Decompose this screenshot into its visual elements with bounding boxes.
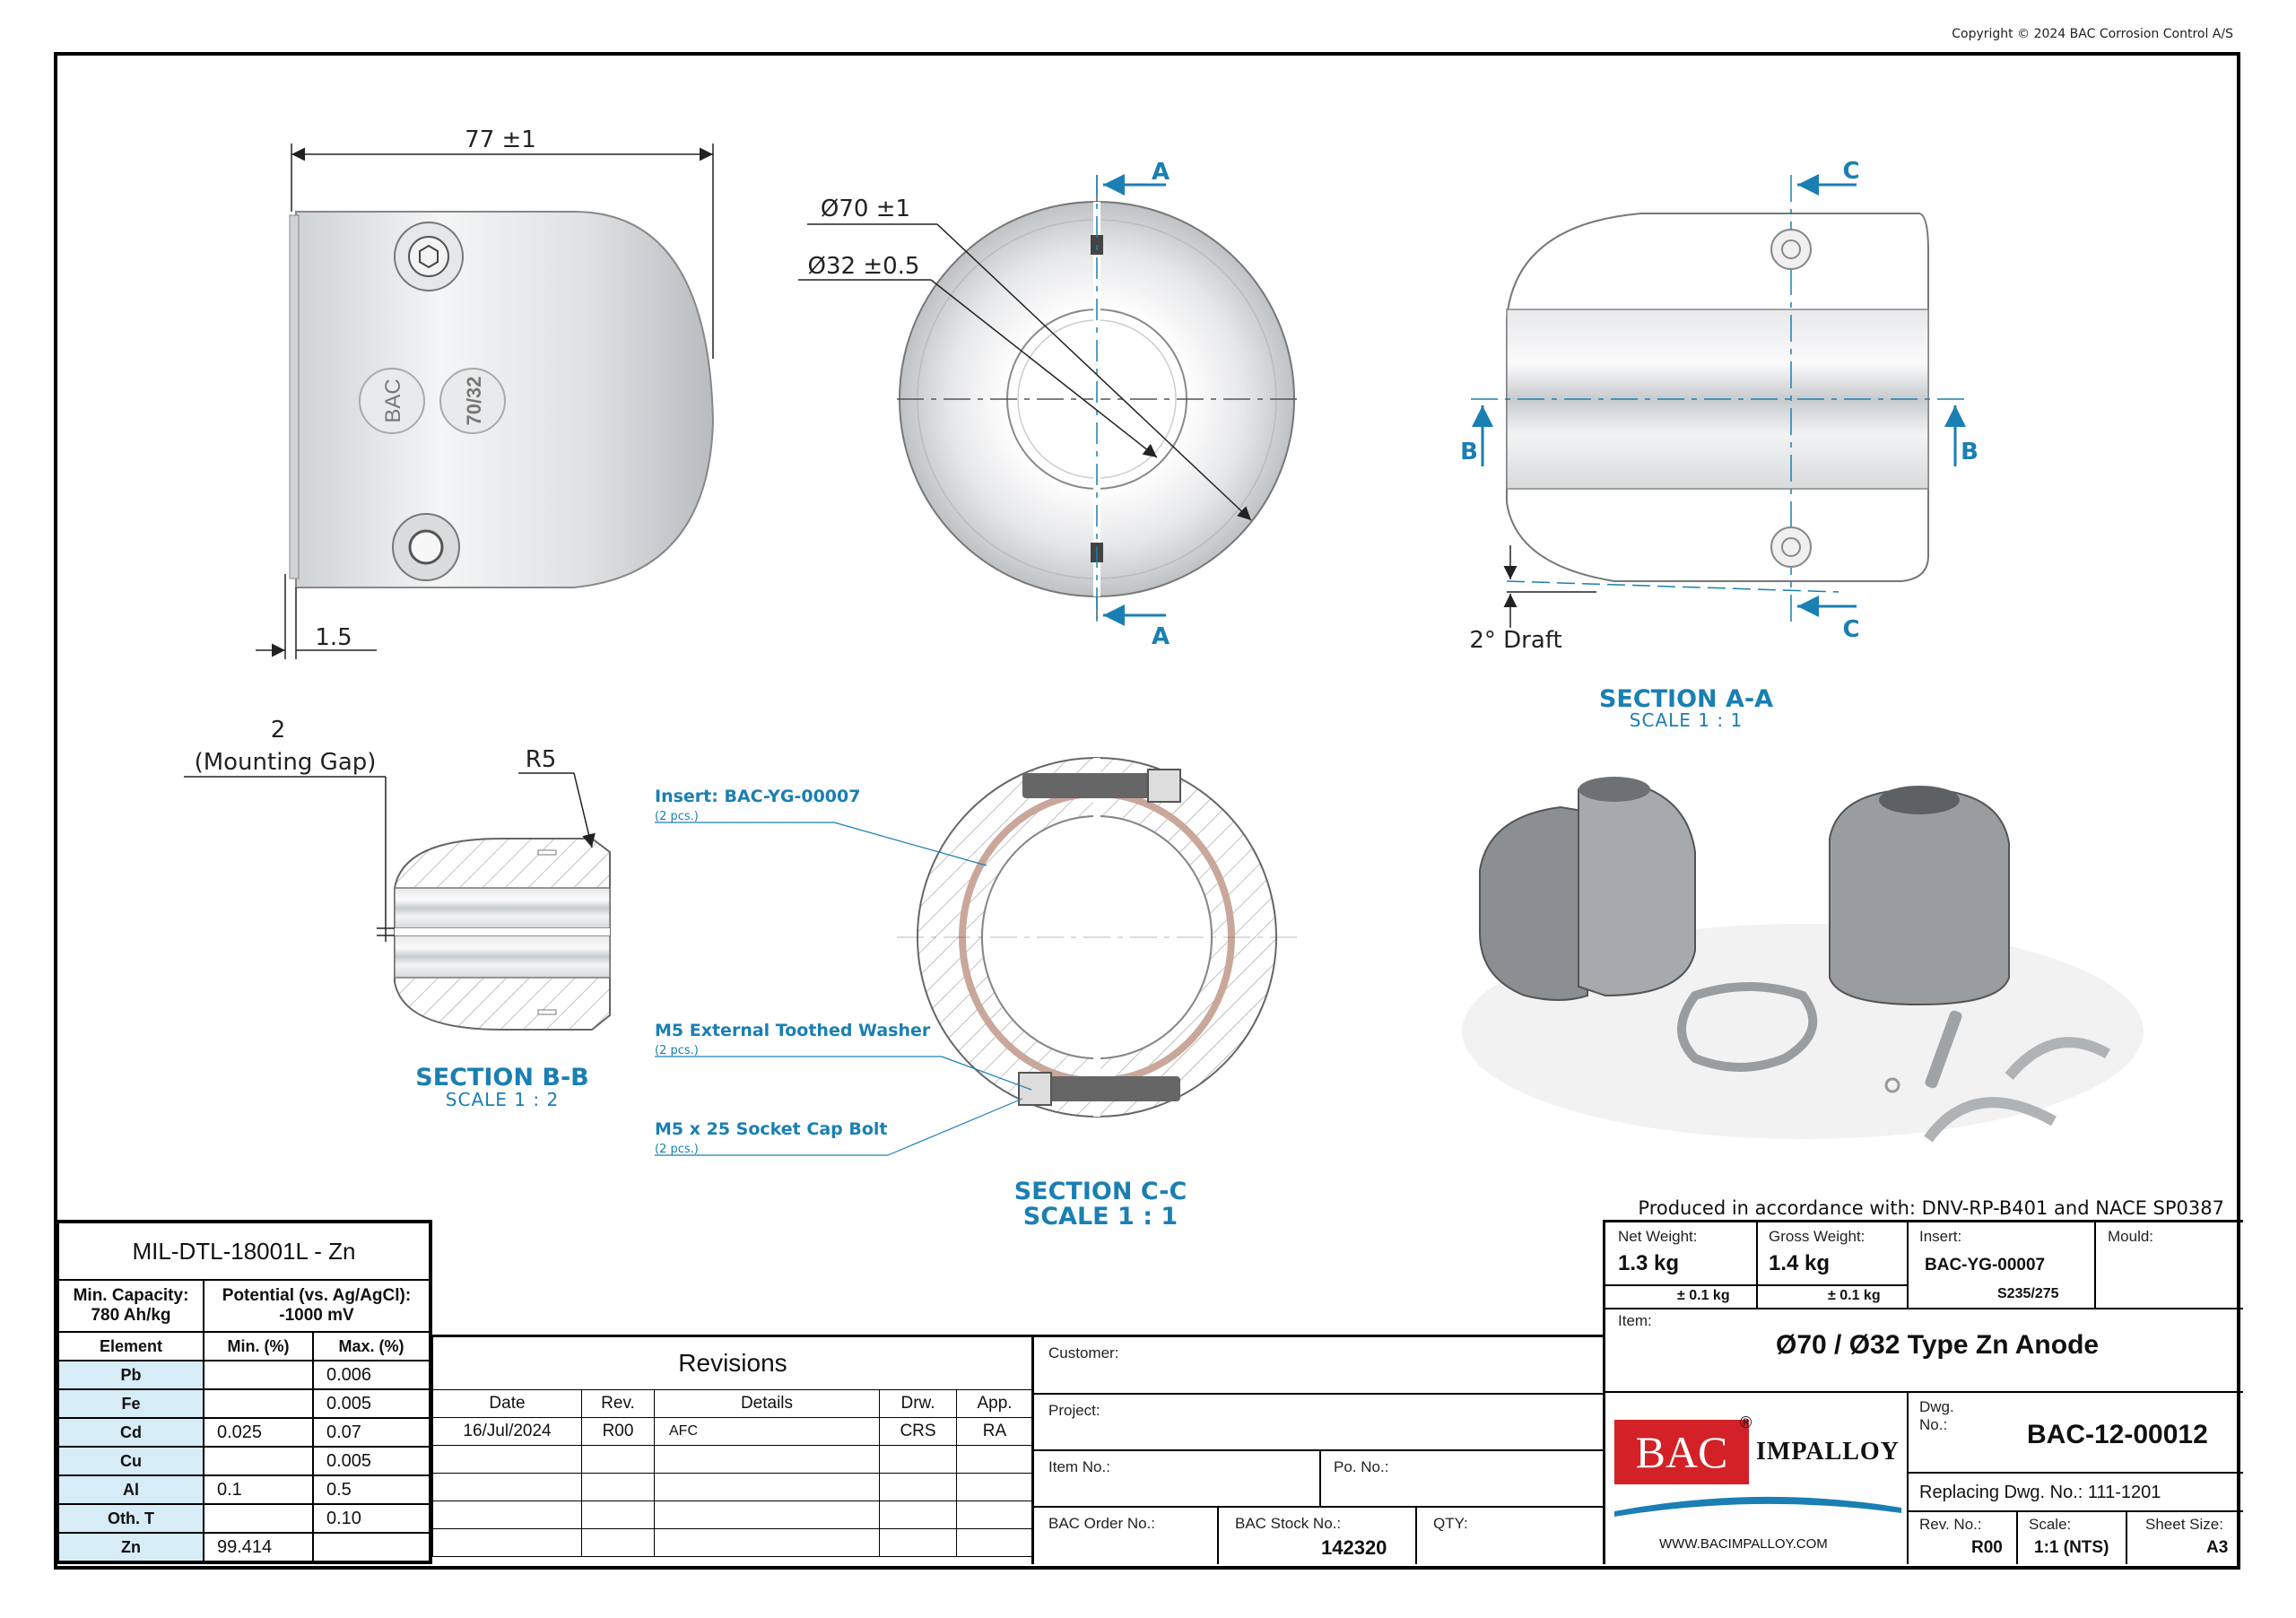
material-table xyxy=(56,1220,432,1564)
capacity-label: Min. Capacity: xyxy=(73,1286,189,1305)
revision-row xyxy=(432,1501,1033,1529)
section-aa-scale: SCALE 1 : 1 xyxy=(1629,709,1744,731)
material-row xyxy=(57,1475,430,1504)
element-cell: Cd xyxy=(57,1418,204,1447)
section-bb-scale: SCALE 1 : 2 xyxy=(445,1089,560,1110)
project-label: Project: xyxy=(1048,1402,1100,1419)
potential-cell xyxy=(204,1280,430,1332)
item-no-label: Item No.: xyxy=(1048,1458,1110,1475)
min-cell: 0.1 xyxy=(204,1475,313,1504)
engraving-brand: BAC xyxy=(381,378,405,423)
po-no-label: Po. No.: xyxy=(1334,1458,1389,1475)
col-details: Details xyxy=(655,1390,880,1418)
potential-value: -1000 mV xyxy=(279,1306,354,1325)
element-cell: Oth. T xyxy=(57,1504,204,1533)
col-max: Max. (%) xyxy=(313,1332,430,1361)
gross-weight-value: 1.4 kg xyxy=(1769,1251,1831,1275)
dwg-no-label: No.: xyxy=(1919,1416,1948,1433)
inner-diameter-dimension: Ø32 ±0.5 xyxy=(807,253,920,280)
qty-label: QTY: xyxy=(1433,1515,1468,1532)
min-cell xyxy=(204,1447,313,1475)
max-cell xyxy=(313,1533,430,1562)
sheet-size-label: Sheet Size: xyxy=(2145,1516,2223,1533)
rev-drawn: CRS xyxy=(880,1418,957,1446)
engraving-size: 70/32 xyxy=(463,376,485,426)
stock-no-label: BAC Stock No.: xyxy=(1235,1515,1342,1532)
element-cell: Cu xyxy=(57,1447,204,1475)
sheet-size-value: A3 xyxy=(2206,1538,2229,1557)
side-view xyxy=(256,126,713,659)
min-cell xyxy=(204,1504,313,1533)
rev-number: R00 xyxy=(582,1418,655,1446)
title-block xyxy=(1603,1220,2243,1564)
copyright-note: Copyright © 2024 BAC Corrosion Control A/S xyxy=(1952,27,2233,41)
material-row xyxy=(57,1533,430,1562)
product-render xyxy=(1462,777,2144,1139)
material-row xyxy=(57,1504,430,1533)
net-weight-label: Net Weight: xyxy=(1618,1228,1698,1245)
draft-dimension: 2° Draft xyxy=(1469,627,1562,654)
capacity-cell xyxy=(57,1280,204,1332)
section-cc-scale: SCALE 1 : 1 xyxy=(1022,1203,1178,1231)
section-bb-title: SECTION B-B xyxy=(415,1064,589,1092)
scale-label: Scale: xyxy=(2029,1516,2072,1533)
section-cc-view xyxy=(655,758,1300,1231)
col-element: Element xyxy=(57,1332,204,1361)
section-cc-title: SECTION C-C xyxy=(1013,1178,1187,1205)
material-row xyxy=(57,1418,430,1447)
material-spec: MIL-DTL-18001L - Zn xyxy=(57,1222,430,1280)
max-cell: 0.006 xyxy=(313,1361,430,1389)
max-cell: 0.10 xyxy=(313,1504,430,1533)
element-cell: Zn xyxy=(57,1533,204,1562)
gap-label: (Mounting Gap) xyxy=(194,749,377,776)
length-dimension: 77 ±1 xyxy=(465,126,536,153)
min-cell xyxy=(204,1361,313,1389)
max-cell: 0.5 xyxy=(313,1475,430,1504)
replacing-dwg: Replacing Dwg. No.: 111-1201 xyxy=(1919,1483,2161,1502)
cut-c-bottom: C xyxy=(1842,616,1860,643)
order-stock-row xyxy=(1034,1506,1605,1564)
max-cell: 0.005 xyxy=(313,1389,430,1418)
rev-date: 16/Jul/2024 xyxy=(432,1418,582,1446)
capacity-value: 780 Ah/kg xyxy=(91,1306,171,1325)
bolt-callout-qty: (2 pcs.) xyxy=(655,1143,699,1156)
washer-callout-qty: (2 pcs.) xyxy=(655,1044,699,1057)
section-aa-view xyxy=(1460,158,1979,731)
item-label: Item: xyxy=(1618,1312,1652,1329)
col-rev: Rev. xyxy=(582,1390,655,1418)
item-po-row xyxy=(1034,1449,1605,1508)
project-row xyxy=(1034,1393,1605,1451)
registered-mark: ® xyxy=(1740,1414,1752,1431)
col-drw: Drw. xyxy=(880,1390,957,1418)
element-cell: Al xyxy=(57,1475,204,1504)
gross-weight-label: Gross Weight: xyxy=(1769,1228,1866,1245)
max-cell: 0.005 xyxy=(313,1447,430,1475)
item-title: Ø70 / Ø32 Type Zn Anode xyxy=(1776,1330,2100,1360)
revision-row xyxy=(432,1446,1033,1474)
bac-logo: BAC xyxy=(1614,1420,1749,1484)
min-cell xyxy=(204,1389,313,1418)
rev-no-label: Rev. No.: xyxy=(1919,1516,1982,1533)
rev-no-value: R00 xyxy=(1971,1538,2003,1557)
revision-row xyxy=(432,1529,1033,1557)
potential-label: Potential (vs. Ag/AgCl): xyxy=(222,1286,412,1305)
wave-icon xyxy=(1614,1492,1901,1518)
cut-a-bottom: A xyxy=(1151,623,1170,650)
customer-row xyxy=(1034,1337,1605,1395)
washer-callout: M5 External Toothed Washer xyxy=(655,1021,931,1040)
insert-callout: Insert: BAC-YG-00007 xyxy=(655,787,861,806)
gap-dimension: 2 xyxy=(270,717,286,744)
revisions-table xyxy=(430,1335,1033,1557)
standards-note: Produced in accordance with: DNV-RP-B401 and NACE SP0387 xyxy=(1638,1197,2224,1219)
insert-value: BAC-YG-00007 xyxy=(1925,1256,2046,1274)
revision-row xyxy=(432,1418,1033,1446)
bolt-callout: M5 x 25 Socket Cap Bolt xyxy=(655,1119,888,1139)
net-weight-value: 1.3 kg xyxy=(1618,1251,1680,1275)
min-cell: 0.025 xyxy=(204,1418,313,1447)
outer-diameter-dimension: Ø70 ±1 xyxy=(820,196,911,222)
revisions-title: Revisions xyxy=(432,1336,1033,1390)
min-cell: 99.414 xyxy=(204,1533,313,1562)
element-cell: Fe xyxy=(57,1389,204,1418)
cut-c-top: C xyxy=(1842,158,1860,185)
lip-dimension: 1.5 xyxy=(315,624,352,651)
max-cell: 0.07 xyxy=(313,1418,430,1447)
element-cell: Pb xyxy=(57,1361,204,1389)
gross-weight-tolerance: ± 0.1 kg xyxy=(1828,1288,1881,1303)
impalloy-brand: IMPALLOY xyxy=(1756,1438,1900,1466)
material-row xyxy=(57,1361,430,1389)
material-row xyxy=(57,1447,430,1475)
customer-block xyxy=(1031,1335,1605,1564)
website-link[interactable]: WWW.BACIMPALLOY.COM xyxy=(1659,1536,1828,1552)
col-date: Date xyxy=(432,1390,582,1418)
scale-value: 1:1 (NTS) xyxy=(2034,1538,2109,1557)
order-no-label: BAC Order No.: xyxy=(1048,1515,1156,1532)
revision-row xyxy=(432,1474,1033,1501)
insert-grade: S235/275 xyxy=(1997,1286,2059,1301)
insert-label: Insert: xyxy=(1919,1228,1962,1245)
rev-approved: RA xyxy=(957,1418,1033,1446)
section-bb-view xyxy=(184,717,610,1110)
mould-label: Mould: xyxy=(2108,1228,2154,1245)
rev-details: AFC xyxy=(655,1418,880,1446)
dwg-label: Dwg. xyxy=(1919,1398,1954,1415)
stock-no-value: 142320 xyxy=(1321,1536,1387,1559)
front-view xyxy=(798,159,1300,650)
cut-b-left: B xyxy=(1460,439,1478,465)
net-weight-tolerance: ± 0.1 kg xyxy=(1677,1288,1730,1303)
material-row xyxy=(57,1389,430,1418)
radius-dimension: R5 xyxy=(525,746,557,773)
cut-a-top: A xyxy=(1151,159,1170,186)
dwg-number: BAC-12-00012 xyxy=(2027,1420,2208,1449)
section-aa-title: SECTION A-A xyxy=(1598,685,1774,713)
customer-label: Customer: xyxy=(1048,1344,1119,1361)
col-min: Min. (%) xyxy=(204,1332,313,1361)
insert-callout-qty: (2 pcs.) xyxy=(655,810,699,823)
cut-b-right: B xyxy=(1961,439,1979,465)
col-app: App. xyxy=(957,1390,1033,1418)
